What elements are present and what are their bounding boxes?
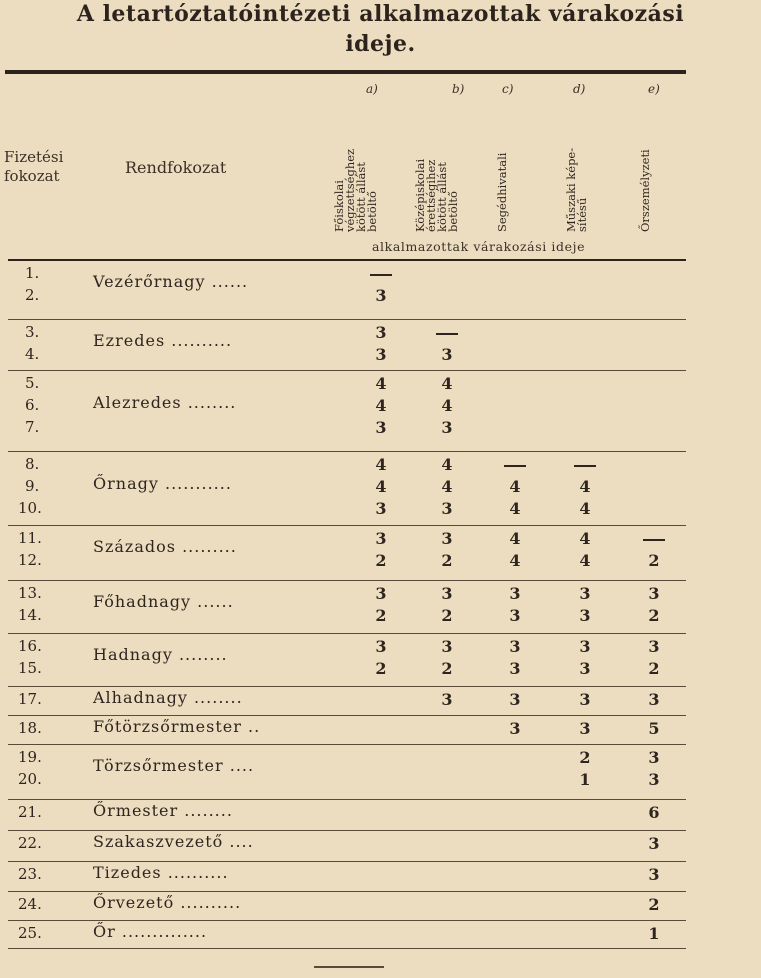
row-number: 15. [18, 659, 42, 677]
value-cell-a: 3 [375, 584, 387, 603]
rank-name: Őr .............. [93, 922, 208, 941]
row-group-divider [8, 370, 686, 371]
value-cell-d: 4 [579, 529, 591, 548]
value-cell-d: 2 [579, 748, 591, 767]
column-header-a-line: végzettséghez [343, 148, 357, 232]
empty-dash [436, 333, 458, 335]
column-header-d-line: sítésű [575, 197, 589, 232]
value-cell-b: 3 [441, 418, 453, 437]
column-header-b-line: kötött állást [435, 162, 449, 232]
row-number: 11. [18, 529, 42, 547]
row-number: 25. [18, 924, 42, 942]
row-group-divider [8, 633, 686, 634]
value-cell-c: 4 [509, 551, 521, 570]
value-cell-e: 3 [648, 690, 660, 709]
value-cell-c: 4 [509, 529, 521, 548]
row-group-divider [8, 580, 686, 581]
value-cell-a: 3 [375, 499, 387, 518]
value-cell-d: 3 [579, 584, 591, 603]
row-number: 20. [18, 770, 42, 788]
value-cell-b: 3 [441, 690, 453, 709]
value-cell-c: 3 [509, 659, 521, 678]
wait-time-subheader: alkalmazottak várakozási ideje [372, 239, 586, 254]
column-letter-d: d) [573, 82, 586, 96]
value-cell-a: 3 [375, 418, 387, 437]
rank-name: Szakaszvezető .... [93, 832, 254, 851]
value-cell-e: 3 [648, 865, 660, 884]
value-cell-e: 3 [648, 637, 660, 656]
row-number: 23. [18, 865, 42, 883]
value-cell-e: 3 [648, 834, 660, 853]
row-number: 24. [18, 895, 42, 913]
column-header-d [566, 140, 588, 232]
value-cell-e: 3 [648, 770, 660, 789]
value-cell-b: 3 [441, 529, 453, 548]
row-number: 13. [18, 584, 42, 602]
empty-dash [574, 465, 596, 467]
row-number: 5. [25, 374, 40, 392]
rendfokozat-header: Rendfokozat [125, 158, 227, 177]
column-header-e-line: Őrszemélyzeti [638, 149, 652, 232]
rank-name: Őrnagy ........... [93, 474, 232, 493]
value-cell-d: 4 [579, 551, 591, 570]
row-number: 17. [18, 690, 42, 708]
value-cell-b: 2 [441, 606, 453, 625]
rank-name: Tizedes .......... [93, 863, 229, 882]
row-number: 19. [18, 748, 42, 766]
value-cell-a: 3 [375, 637, 387, 656]
column-letter-c: c) [502, 82, 514, 96]
value-cell-d: 3 [579, 719, 591, 738]
value-cell-c: 4 [509, 499, 521, 518]
value-cell-a: 2 [375, 659, 387, 678]
row-number: 7. [25, 418, 40, 436]
value-cell-a: 2 [375, 551, 387, 570]
value-cell-c: 3 [509, 606, 521, 625]
value-cell-b: 3 [441, 584, 453, 603]
column-letter-e: e) [648, 82, 660, 96]
value-cell-a: 3 [375, 286, 387, 305]
value-cell-d: 4 [579, 499, 591, 518]
value-cell-a: 3 [375, 323, 387, 342]
value-cell-b: 4 [441, 455, 453, 474]
fokozat-label: fokozat [4, 167, 60, 185]
value-cell-b: 3 [441, 345, 453, 364]
value-cell-c: 3 [509, 637, 521, 656]
row-number: 10. [18, 499, 42, 517]
value-cell-d: 4 [579, 477, 591, 496]
column-header-b-line: betöltő [446, 191, 460, 232]
column-header-e [640, 140, 651, 232]
rank-name: Alhadnagy ........ [93, 688, 243, 707]
column-header-c [497, 140, 508, 232]
value-cell-b: 2 [441, 659, 453, 678]
column-header-b-line: Középiskolai [413, 158, 427, 232]
value-cell-d: 3 [579, 659, 591, 678]
value-cell-a: 2 [375, 606, 387, 625]
rank-name: Százados ......... [93, 537, 237, 556]
value-cell-e: 2 [648, 606, 660, 625]
row-number: 6. [25, 396, 40, 414]
row-number: 12. [18, 551, 42, 569]
row-number: 14. [18, 606, 42, 624]
value-cell-e: 6 [648, 803, 660, 822]
value-cell-b: 4 [441, 396, 453, 415]
top-thick-rule [5, 70, 686, 74]
value-cell-c: 3 [509, 584, 521, 603]
value-cell-b: 2 [441, 551, 453, 570]
value-cell-e: 5 [648, 719, 660, 738]
header-bottom-rule [8, 259, 686, 261]
value-cell-e: 2 [648, 551, 660, 570]
value-cell-d: 3 [579, 606, 591, 625]
value-cell-d: 3 [579, 690, 591, 709]
column-header-b [415, 140, 459, 232]
value-cell-c: 3 [509, 690, 521, 709]
row-number: 16. [18, 637, 42, 655]
rank-name: Hadnagy ........ [93, 645, 228, 664]
row-number: 22. [18, 834, 42, 852]
row-group-divider [8, 948, 686, 949]
value-cell-a: 3 [375, 529, 387, 548]
empty-dash [504, 465, 526, 467]
column-header-a-line: betöltő [365, 191, 379, 232]
value-cell-a: 4 [375, 477, 387, 496]
column-header-c-line: Segédhivatali [495, 152, 509, 232]
value-cell-e: 2 [648, 895, 660, 914]
value-cell-e: 3 [648, 584, 660, 603]
row-number: 18. [18, 719, 42, 737]
value-cell-a: 4 [375, 396, 387, 415]
title-line-2: ideje. [345, 31, 416, 57]
column-letter-b: b) [452, 82, 465, 96]
title-line-1: A letartóztatóintézeti alkalmazottak várakozási [76, 1, 685, 27]
value-cell-c: 4 [509, 477, 521, 496]
row-number: 9. [25, 477, 40, 495]
value-cell-c: 3 [509, 719, 521, 738]
value-cell-e: 2 [648, 659, 660, 678]
column-header-b-line: érettségihez [424, 159, 438, 232]
bottom-mark [314, 966, 384, 968]
column-header-d-line: Műszaki képe- [564, 147, 578, 232]
rank-name: Őrmester ........ [93, 801, 233, 820]
row-number: 1. [25, 264, 40, 282]
empty-dash [643, 539, 665, 541]
column-header-a-line: kötött állást [354, 162, 368, 232]
row-group-divider [8, 525, 686, 526]
fizetesi-label: Fizetési [4, 148, 64, 166]
value-cell-b: 4 [441, 374, 453, 393]
rank-name: Ezredes .......... [93, 331, 233, 350]
rank-name: Főhadnagy ...... [93, 592, 234, 611]
empty-dash [370, 274, 392, 276]
value-cell-d: 1 [579, 770, 591, 789]
row-group-divider [8, 451, 686, 452]
row-number: 4. [25, 345, 40, 363]
value-cell-a: 4 [375, 455, 387, 474]
rank-name: Főtörzsőrmester .. [93, 717, 261, 736]
value-cell-b: 4 [441, 477, 453, 496]
rank-name: Vezérőrnagy ...... [93, 272, 249, 291]
rank-name: Törzsőrmester .... [93, 756, 255, 775]
document-title [0, 0, 761, 58]
value-cell-b: 3 [441, 637, 453, 656]
fizetesi-fokozat-header [4, 148, 63, 186]
value-cell-a: 4 [375, 374, 387, 393]
rank-name: Alezredes ........ [93, 393, 237, 412]
value-cell-e: 1 [648, 924, 660, 943]
value-cell-e: 3 [648, 748, 660, 767]
row-number: 8. [25, 455, 40, 473]
row-number: 21. [18, 803, 42, 821]
value-cell-d: 3 [579, 637, 591, 656]
value-cell-b: 3 [441, 499, 453, 518]
value-cell-a: 3 [375, 345, 387, 364]
row-number: 2. [25, 286, 40, 304]
row-number: 3. [25, 323, 40, 341]
row-group-divider [8, 744, 686, 745]
column-header-a [334, 140, 378, 232]
row-group-divider [8, 319, 686, 320]
column-header-a-line: Főiskolai [332, 180, 346, 232]
rank-name: Őrvezető .......... [93, 893, 242, 912]
column-letter-a: a) [366, 82, 378, 96]
